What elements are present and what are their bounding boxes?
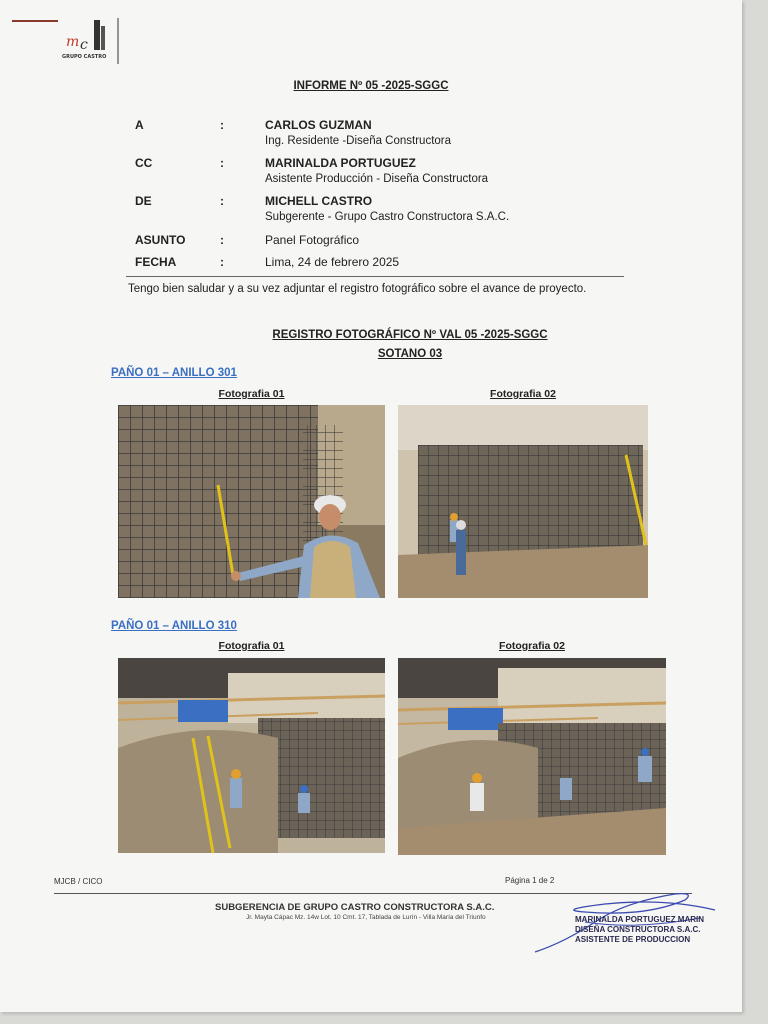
header-name: MARINALDA PORTUGUEZ (265, 156, 416, 170)
approval-stamp (575, 915, 704, 945)
header-label: ASUNTO (135, 233, 186, 247)
header-label: DE (135, 194, 152, 208)
registro-title: REGISTRO FOTOGRÁFICO Nº VAL 05 -2025-SGGC (272, 329, 548, 341)
header-role: Asistente Producción - Diseña Constructora (265, 173, 489, 185)
header-name: CARLOS GUZMAN (265, 118, 372, 132)
header-name: MICHELL CASTRO (265, 194, 373, 208)
svg-text:c: c (80, 37, 88, 53)
logo-text: GRUPO CASTRO (62, 54, 107, 60)
svg-text:m: m (66, 34, 80, 50)
footer-page-number: Página 1 de 2 (505, 876, 555, 885)
intro-paragraph: Tengo bien saludar y a su vez adjuntar el registro fotográfico sobre el avance de proyecto. (128, 283, 587, 295)
photo-excavation-scaffold-1 (118, 658, 385, 853)
header-colon: : (220, 156, 224, 170)
stamp-line: DISEÑA CONSTRUCTORA S.A.C. (575, 925, 701, 934)
sotano-label: SOTANO 03 (377, 348, 443, 360)
header-label: FECHA (135, 255, 177, 269)
header-colon: : (220, 255, 224, 269)
header-value: Lima, 24 de febrero 2025 (265, 255, 400, 269)
photo-caption: Fotografia 01 (218, 388, 285, 400)
header-role: Ing. Residente -Diseña Constructora (265, 135, 452, 147)
header-label: CC (135, 156, 153, 170)
footer-company: SUBGERENCIA DE GRUPO CASTRO CONSTRUCTORA S.A.C. (215, 902, 495, 913)
header-colon: : (220, 233, 224, 247)
company-logo (60, 16, 122, 66)
header-divider (126, 276, 624, 277)
header-colon: : (220, 194, 224, 208)
header-role: Subgerente - Grupo Castro Constructora S.A.C. (265, 211, 510, 223)
stamp-line: ASISTENTE DE PRODUCCION (575, 935, 691, 944)
footer-initials: MJCB / CICO (54, 877, 103, 886)
report-title: INFORME Nº 05 -2025-SGGC (293, 80, 449, 92)
edge-mark (12, 20, 58, 22)
header-label: A (135, 118, 144, 132)
stamp-line: MARINALDA PORTUGUEZ MARIN (575, 915, 705, 924)
photo-rebar-wall-workers (398, 405, 648, 598)
photo-caption: Fotografia 01 (218, 640, 285, 652)
section-title-301[interactable]: PAÑO 01 – ANILLO 301 (111, 367, 237, 379)
header-value: Panel Fotográfico (265, 233, 360, 247)
photo-excavation-scaffold-2 (398, 658, 666, 855)
photo-rebar-wall-worker (118, 405, 385, 598)
photo-caption: Fotografia 02 (499, 640, 565, 652)
photo-caption: Fotografia 02 (490, 388, 556, 400)
header-colon: : (220, 118, 224, 132)
section-title-310[interactable]: PAÑO 01 – ANILLO 310 (111, 620, 237, 632)
footer-address: Jr. Mayta Cápac Mz. 14w Lot. 10 Cmt. 17, Tablada de Lurín - Villa María del Triunfo (246, 914, 486, 921)
